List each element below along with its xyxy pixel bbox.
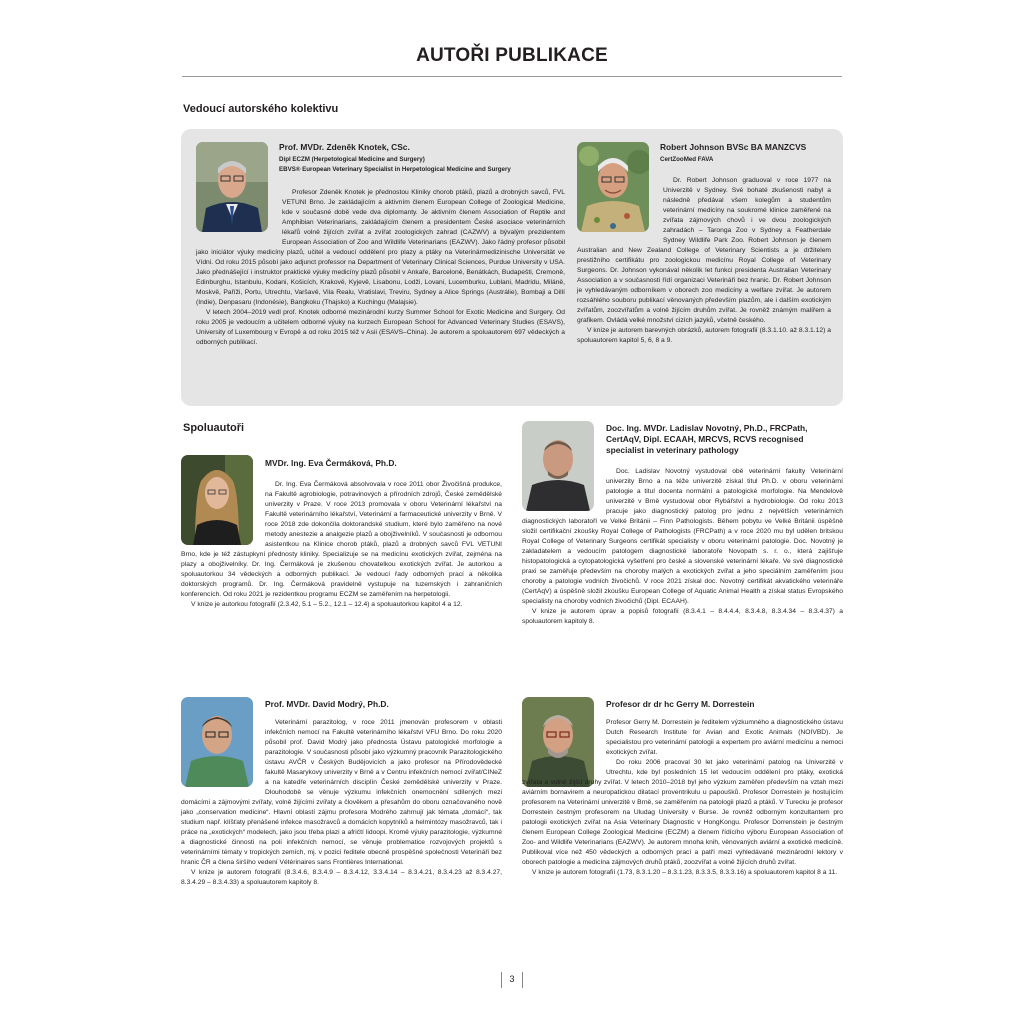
- novotny-bio-paragraph-1: Doc. Ladislav Novotný vystudoval obě veterinární fakulty Veterinární univerzity Brno a na téže univerzitě získal titul Ph.D. v oboru veterinární patologie a titul docenta normální a patologické morfologie. Na Mendelově univerzitě v Brně vystudoval obor Rybářství a hydrobiologie. Od roku 2013 pracuje jako diagnostický patolog pro jednu z největších veterinárních diagnostických laboratoří ve Velké Británii – Finn Pathologists. Během pobytu ve Velké Británii úspěšně složil certifikační zkoušky Royal College of Pathologists (FRCPath) a v roce 2020 mu byl udělen britskou Royal College of Veterinary Surgeons certifikát specialisty v oboru veterinární patologie. Doc. Novotný je zakladatelem a vedoucím patologem diagnostické laboratoře Novopath s. r. o., která zajišťuje histopatologická a cytopatologická vyšetření pro české a slovenské veterinární lékaře. Ve své diagnostické praxi se zaměřuje především na choroby malých a exotických zvířat a jeho speciálním zaměřením jsou choroby a patologie vodních živočichů. V roce 2021 získal doc. Novotný certifikát akvatického veterináře (CertAqV) a úspěšně složil zkoušku European College of Aquatic Animal Health a získal status Evropského specialisty na choroby vodních živočichů (Dipl. ECAAH).: [522, 468, 843, 605]
- modry-name: Prof. MVDr. David Modrý, Ph.D.: [265, 699, 389, 709]
- johnson-bio-paragraph-1: Dr. Robert Johnson graduoval v roce 1977 na Univerzitě v Sydney. Své bohaté zkušenosti nabyl a následně předával všem kolegům a studentům veterinární medicíny na soukromé klinice zaměřené na zvířata zájmových chovů i ve dvou zoologických zahradách – Taronga Zoo v Sydney a Featherdale Sydney Wildlife Park Zoo. Robert Johnson je členem Australian and New Zealand College of Veterinary Scientists a je držitelem prestižního certifikátu pro zoologickou medicínu Royal College of Veterinary Surgeons. Dr. Johnson vykonával několik let funkci presidenta Australian Veterinary Association a v současnosti řídí organizaci Veterináři bez hranic. Dr. Robert Johnson je vyhledávaným odborníkem v oborech zoo medicíny a welfare zvířat. Je autorem rozsáhlého souboru publikací věnovaných především plazům, ale i dalším exotickým zvířatům, zoozvířatům a volně žijícím druhům zvířat. Je rovněž známým malířem a grafikem. Ovládá velké množství cizích jazyků, včetně českého.: [577, 177, 831, 324]
- section-heading-lead: Vedoucí autorského kolektivu: [183, 103, 339, 115]
- knotek-photo-spacer: [196, 188, 282, 242]
- dorrestein-bio-paragraph-3: V knize je autorem fotografií (1.73, 8.3.1.20 – 8.3.1.23, 8.3.3.5, 8.3.3.16) a spoluautorem kapitol 8 a 11.: [532, 869, 838, 876]
- page-number-right-rule: [522, 972, 523, 988]
- modry-bio-paragraph-1: Veterinární parazitolog, v roce 2011 jmenován profesorem v oblasti infekčních nemocí na Fakultě veterinárního lékařství VFU Brno. Do roku 2020 působil prof. David Modrý jako přednosta Ústavu patologické morfologie a parazitologie. V současnosti působí jako výzkumný pracovník Parazitologického ústavu AVČR v Českých Budějovicích a jako profesor na Přírodovědecké fakultě Masarykovy univerzity v Brně a v Centru infekčních nemocí zvířat/CINeZ a na katedře veterinárních disciplín České zemědělské univerzity v Praze. Dlouhodobě se věnuje výzkumu infekčních onemocnění sdílených mezi domácími a zájmovými zvířaty, volně žijícími zvířaty a člověkem a přesahům do oboru označovaného nově jako „conservation medicine“. Hlavní oblastí zájmu profesora Modrého zahrnují jak témata „domácí“, tak studium např. klíšťaty přenášené infekce masožravců a domácích kopytníků a helmintózy masožravců, tak i práce na „exotických“ modelech, jako jsou třeba plazi a afričtí lidoopi. Kromě výuky parazitologie, výzkumné a diagnostické činnosti na poli infekčních nemocí, se věnuje problematice rozvojových projektů s veterinárními tématy v tropických zemích, mj. v pozici ředitele obecně prospěšné společnosti Veterináři bez hranic ČR a člena širšího vedení Vétérinaires sans Frontières International.: [181, 719, 502, 866]
- knotek-credential-2: EBVS® European Veterinary Specialist in Herpetological Medicine and Surgery: [279, 166, 511, 173]
- modry-bio-paragraph-2: V knize je autorem fotografií (8.3.4.6, 8.3.4.9 – 8.3.4.12, 3.3.4.14 – 8.3.4.21, 8.3.4.23 až 8.3.4.27, 8.3.4.29 – 8.3.4.33) a spoluautorem kapitoly 8.: [181, 869, 502, 886]
- modry-bio: [181, 718, 502, 888]
- section-heading-coauthors: Spoluautoři: [183, 422, 245, 434]
- knotek-bio: [196, 188, 565, 348]
- novotny-name: Doc. Ing. MVDr. Ladislav Novotný, Ph.D., FRCPath, CertAqV, Dipl. ECAAH, MRCVS, RCVS recognised specialist in veterinary pathology: [606, 423, 808, 455]
- novotny-bio: [522, 467, 843, 627]
- title-divider: [182, 76, 842, 77]
- dorrestein-photo-spacer: [522, 718, 606, 770]
- page-number-left-rule: [501, 972, 502, 988]
- novotny-photo-spacer: [522, 467, 606, 517]
- knotek-bio-paragraph-1: Profesor Zdeněk Knotek je přednostou Kliniky chorob ptáků, plazů a drobných savců, FVL VETUNI Brno. Je zakládajícím a aktivním členem European College of Zoological Medicine, kde v současné době vede dva diplomanty. Je aktivním členem Association of Reptile and Amphibian Veterinarians, zakládajícím členem a presidentem České asociace veterinárních lékařů volně žijících zvířat a zvířat zoologických zahrad (CAZWV) a bývalým prezidentem European Association of Zoo and Wildlife Veterinarians (EAZWV). Jako řádný profesor působil jako iniciátor výuky medicíny plazů, učitel a vedoucí oddělení pro plazy a ptáky na Veterinärmedizinische Universität ve Vídni. Od roku 2015 působí jako adjunct professor na Department of Veterinary Clinical Sciences, Purdue University v USA. Jako přednášející i instruktor praktické výuky medicíny plazů působil v Ankaře, Barceloně, Benátkách, Budapešti, Cremoně, Edinburghu, Istanbulu, Kodani, Košicích, Krakově, Kyjevě, Lisabonu, Lodži, Lovani, Lucemburku, Lublani, Madridu, Miláně, Moskvě, Paříži, Portu, Utrechtu, Varšavě, Vila Realu, Vratislavi, Treviru, Sydney a Alice Springs (Austrálie), Bombaji a Dillí (Indie), Denpasaru (Indonésie), Bangkoku (Thajsko) a Kuchingu (Malajsie).: [196, 189, 565, 306]
- cermakova-bio: [181, 480, 502, 610]
- cermakova-photo-spacer: [181, 480, 265, 550]
- johnson-name: Robert Johnson BVSc BA MANZCVS: [660, 142, 807, 152]
- dorrestein-bio: [522, 718, 843, 878]
- page-number: 3: [509, 974, 515, 984]
- cermakova-bio-paragraph-2: V knize je autorkou fotografií (2.3.42, 5.1 – 5.2., 12.1 – 12.4) a spoluautorkou kapitol 4 a 12.: [191, 601, 463, 608]
- knotek-name: Prof. MVDr. Zdeněk Knotek, CSc.: [279, 142, 410, 152]
- knotek-credential-1: Dipl ECZM (Herpetological Medicine and Surgery): [279, 156, 425, 163]
- knotek-bio-paragraph-2: V letech 2004–2019 vedl prof. Knotek odborné mezinárodní kurzy Summer School for Exotic Medicine and Surgery. Od roku 2005 je vedoucím a učitelem odborné výuky na kurzech European School for Advanced Veterinary Studies (ESAVS), University of Luxembourg v Evropě a od roku 2015 též v Asii (ESAVS–China). Je autorem a spoluautorem 697 vědeckých a odborných publikací.: [196, 309, 565, 346]
- cermakova-name: MVDr. Ing. Eva Čermáková, Ph.D.: [265, 458, 397, 468]
- cermakova-bio-paragraph-1: Dr. Ing. Eva Čermáková absolvovala v roce 2011 obor Živočišná produkce, na Fakultě agrobiologie, potravinových a přírodních zdrojů, České zemědělské univerzity v Praze. V roce 2013 promovala v oboru Veterinární lékařství na Fakultě veterinárního lékařství, Veterinární a farmaceutické univerzity v Brně. V roce 2018 zde dokončila doktorandské studium, které bylo zaměřeno na nové metody anestezie a analgezie plazů a obojživelníků. V současnosti je odbornou asistentkou na Klinice chorob ptáků, plazů a drobných savců FVL VETUNI Brno, kde je též zástupkyní přednosty kliniky. Specializuje se na medicínu exotických zvířat, zejména na plazy a obojživelníky. Dr. Ing. Čermáková je zkušenou chovatelkou exotických zvířat. Je autorkou a spoluautorkou 34 vědeckých a odborných publikací. Je vedoucí řady odborných prací a několika doktorských programů. Dr. Ing. Čermáková pravidelně vystupuje na tuzemských i zahraničních konferencích. Od roku 2021 je rezidentkou programu ECZM se zaměřením na herpetologii.: [181, 481, 502, 598]
- dorrestein-bio-paragraph-2: Do roku 2006 pracoval 30 let jako veterinární patolog na Univerzitě v Utrechtu, kde byl posledních 15 let vedoucím oddělení pro ptáky, exotická zvířata a volně žijící druhy zvířat. V letech 2010–2018 byl jeho výzkum zaměřen především na vztah mezi aviárním bornavirem a neuropatickou dilatací proventrikulu u papoušků. Profesor Dorrestein je hostujícím profesorem na Veterinární univerzitě v Brně, se zaměřením na patologii plazů a ptáků. V Turecku je profesor Dorrestein čestným profesorem na Uludag University v Burse. Je rovněž odborným konzultantem pro patologii exotických zvířat na Asia Veterinary Diagnostic v HongKongu. Profesor Dorrenstein je čestným členem European College Zoological Medicine (ECZM) a členem řídícího výboru European Association of Zoo- and Wildlife Veterinarians (EAZWV). Je autorem mnoha knih, věnovaných aviární a exotické medicíně. Publikoval více než 450 vědeckých a odborných prací a patří mezi vyhledávané mezinárodní lektory v oborech patologie a medicína zájmových druhů ptáků, zoozvířat a volně žijících druhů zvířat.: [522, 759, 843, 866]
- modry-photo-spacer: [181, 718, 265, 794]
- novotny-bio-paragraph-2: V knize je autorem úprav a popisů fotografií (8.3.4.1 – 8.4.4.4, 8.3.4.8, 8.3.4.34 – 8.3.4.37) a spoluautorem kapitoly 8.: [522, 608, 843, 625]
- johnson-credential-1: CertZooMed FAVA: [660, 156, 714, 163]
- page-title: AUTOŘI PUBLIKACE: [416, 45, 608, 66]
- johnson-bio: [577, 176, 831, 346]
- dorrestein-name: Profesor dr dr hc Gerry M. Dorrestein: [606, 699, 755, 709]
- dorrestein-bio-paragraph-1: Profesor Gerry M. Dorrestein je ředitelem výzkumného a diagnostického ústavu Dutch Research Institute for Avian and Exotic Animals (NOIVBD). Je specialistou pro veterinární patologii a expertem pro aviární medicínu a nemoci exotických zvířat.: [606, 719, 843, 756]
- johnson-bio-paragraph-2: V knize je autorem barevných obrázků, autorem fotografií (8.3.1.10. až 8.3.1.12) a spoluautorem kapitol 5, 6, 8 a 9.: [577, 327, 831, 344]
- johnson-photo-spacer: [577, 176, 663, 238]
